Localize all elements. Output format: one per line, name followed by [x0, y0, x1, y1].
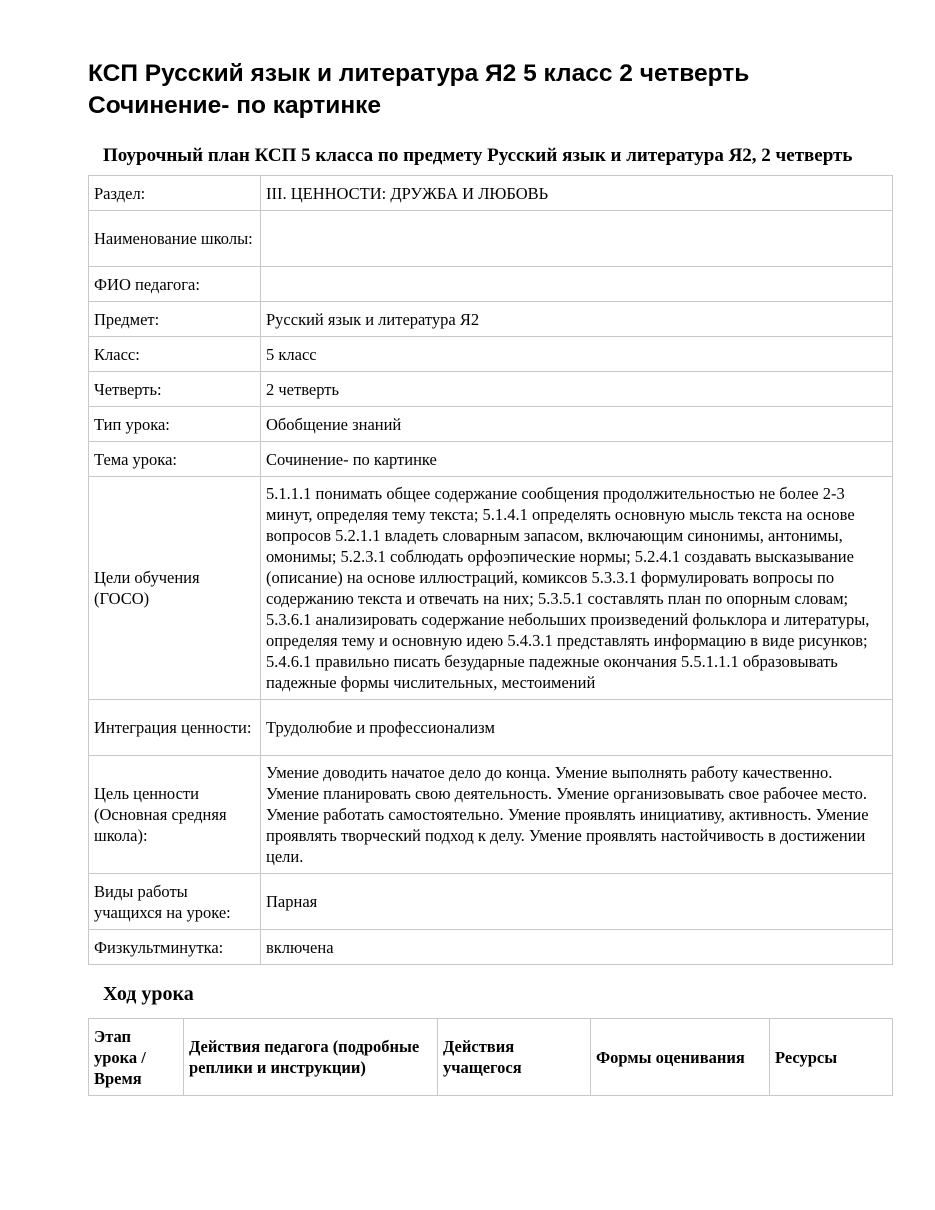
row-label: ФИО педагога: — [89, 267, 261, 302]
row-value: Трудолюбие и профессионализм — [261, 700, 893, 756]
table-row — [89, 442, 893, 477]
row-value: 5.1.1.1 понимать общее содержание сообщения продолжительностью не более 2-3 минут, определяя тему текста; 5.1.4.1 определять основную мысль текста на основе вопросов 5.2.1.1 владеть словарным запасом, включающим синонимы, антонимы, омонимы; 5.2.3.1 соблюдать орфоэпические нормы; 5.2.4.1 создавать высказывание (описание) на основе иллюстраций, комиксов 5.3.3.1 формулировать вопросы по содержанию текста и отвечать на них; 5.3.5.1 составлять план по опорным словам; 5.3.6.1 анализировать содержание небольших произведений фольклора и литературы, определяя тему и основную идею 5.4.3.1 представлять информацию в виде рисунков; 5.4.6.1 правильно писать безударные падежные окончания 5.5.1.1.1 образовывать падежные формы числительных, местоимений — [261, 477, 893, 700]
document-subtitle: Поурочный план КСП 5 класса по предмету Русский язык и литература Я2, 2 четверть — [103, 145, 853, 166]
table-row — [89, 176, 893, 211]
lesson-info-table — [88, 175, 893, 965]
table-row — [89, 477, 893, 700]
row-value: 5 класс — [261, 337, 893, 372]
row-label: Предмет: — [89, 302, 261, 337]
table-row — [89, 874, 893, 930]
row-label: Цели обучения (ГОСО) — [89, 477, 261, 700]
row-label: Интеграция ценности: — [89, 700, 261, 756]
row-label: Раздел: — [89, 176, 261, 211]
row-value: Русский язык и литература Я2 — [261, 302, 893, 337]
row-value: Обобщение знаний — [261, 407, 893, 442]
column-header-student-actions: Действия учащегося — [438, 1019, 591, 1096]
lesson-progress-table — [88, 1018, 893, 1096]
row-label: Тип урока: — [89, 407, 261, 442]
table-row — [89, 700, 893, 756]
table-row — [89, 267, 893, 302]
column-header-teacher-actions: Действия педагога (подробные реплики и инструкции) — [184, 1019, 438, 1096]
row-label: Четверть: — [89, 372, 261, 407]
row-value: включена — [261, 930, 893, 965]
table-row — [89, 407, 893, 442]
table-row — [89, 211, 893, 267]
table-header-row — [89, 1019, 893, 1096]
document-title: КСП Русский язык и литература Я2 5 класс 2 четверть Сочинение- по картинке — [88, 60, 750, 119]
table-row — [89, 372, 893, 407]
row-value: Сочинение- по картинке — [261, 442, 893, 477]
row-value: Парная — [261, 874, 893, 930]
row-value — [261, 267, 893, 302]
table-row — [89, 756, 893, 874]
row-value: Умение доводить начатое дело до конца. Умение выполнять работу качественно. Умение планировать свою деятельность. Умение организовывать свое рабочее место. Умение работать самостоятельно. Умение проявлять инициативу, активность. Умение проявлять творческий подход к делу. Умение проявлять настойчивость в достижении цели. — [261, 756, 893, 874]
row-value: III. ЦЕННОСТИ: ДРУЖБА И ЛЮБОВЬ — [261, 176, 893, 211]
table-row — [89, 930, 893, 965]
document-page — [88, 58, 893, 1096]
table-row — [89, 302, 893, 337]
row-label: Физкультминутка: — [89, 930, 261, 965]
column-header-assessment: Формы оценивания — [591, 1019, 770, 1096]
row-value — [261, 211, 893, 267]
table-row — [89, 337, 893, 372]
lesson-progress-heading: Ход урока — [103, 983, 194, 1005]
column-header-resources: Ресурсы — [770, 1019, 893, 1096]
column-header-stage: Этап урока / Время — [89, 1019, 184, 1096]
row-label: Цель ценности (Основная средняя школа): — [89, 756, 261, 874]
row-label: Наименование школы: — [89, 211, 261, 267]
row-label: Класс: — [89, 337, 261, 372]
row-value: 2 четверть — [261, 372, 893, 407]
row-label: Тема урока: — [89, 442, 261, 477]
row-label: Виды работы учащихся на уроке: — [89, 874, 261, 930]
